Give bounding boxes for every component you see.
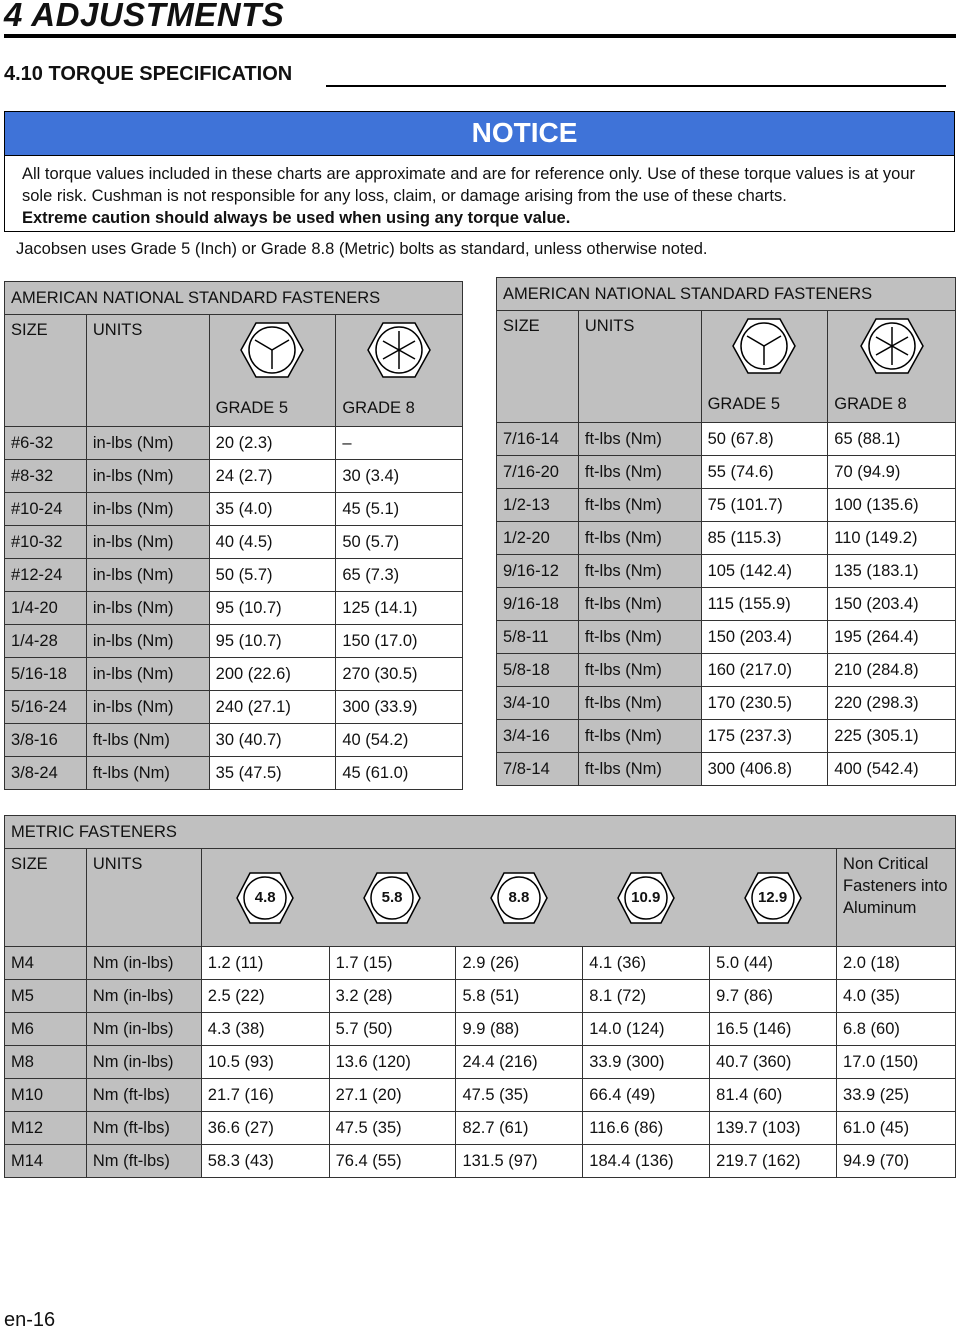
table-row: [497, 720, 956, 753]
table-cell: 105 (142.4): [701, 555, 828, 588]
notice-body: [5, 156, 954, 229]
table-cell: 1.7 (15): [329, 947, 456, 980]
table-row: [5, 724, 463, 757]
table-cell: 100 (135.6): [828, 489, 956, 522]
table-cell: #10-32: [5, 526, 87, 559]
table-cell: ft-lbs (Nm): [578, 423, 701, 456]
table-cell: 5/16-24: [5, 691, 87, 724]
table-cell: 95 (10.7): [209, 592, 336, 625]
table-cell: 160 (217.0): [701, 654, 828, 687]
table-cell: 195 (264.4): [828, 621, 956, 654]
table-cell: 27.1 (20): [329, 1079, 456, 1112]
table-cell: 4.0 (35): [837, 980, 956, 1013]
table-cell: 8.1 (72): [583, 980, 710, 1013]
table-cell: Nm (in-lbs): [86, 1013, 201, 1046]
table-cell: 9/16-12: [497, 555, 579, 588]
table-row: [5, 1079, 956, 1112]
table-cell: 30 (3.4): [336, 460, 463, 493]
table-cell: ft-lbs (Nm): [578, 522, 701, 555]
table-cell: 150 (203.4): [828, 588, 956, 621]
table-cell: 7/16-14: [497, 423, 579, 456]
table-cell: 30 (40.7): [209, 724, 336, 757]
table-cell: 24 (2.7): [209, 460, 336, 493]
table-row: [5, 625, 463, 658]
table-cell: 5/8-18: [497, 654, 579, 687]
table-cell: in-lbs (Nm): [86, 658, 209, 691]
table-cell: 65 (7.3): [336, 559, 463, 592]
col-grade8: [828, 311, 956, 423]
table-cell: in-lbs (Nm): [86, 526, 209, 559]
table-cell: Nm (in-lbs): [86, 1046, 201, 1079]
table-row: [5, 526, 463, 559]
grade5-label: GRADE 5: [215, 399, 289, 417]
table-cell: 300 (33.9): [336, 691, 463, 724]
table-row: [497, 456, 956, 489]
table-cell: 7/16-20: [497, 456, 579, 489]
table-cell: Nm (ft-lbs): [86, 1079, 201, 1112]
metric-grade-label: 10.9: [631, 888, 661, 906]
grade5-bolt-icon: [708, 317, 822, 375]
table-cell: 210 (284.8): [828, 654, 956, 687]
table-cell: 4.3 (38): [201, 1013, 329, 1046]
notice-caution: Extreme caution should always be used when using any torque value.: [22, 209, 571, 227]
table-cell: 75 (101.7): [701, 489, 828, 522]
table-cell: M4: [5, 947, 87, 980]
table-cell: M6: [5, 1013, 87, 1046]
table-cell: #12-24: [5, 559, 87, 592]
table-title: AMERICAN NATIONAL STANDARD FASTENERS: [5, 282, 463, 315]
table-cell: 36.6 (27): [201, 1112, 329, 1145]
table-cell: in-lbs (Nm): [86, 625, 209, 658]
table-cell: 3/8-16: [5, 724, 87, 757]
table-cell: in-lbs (Nm): [86, 691, 209, 724]
table-cell: 225 (305.1): [828, 720, 956, 753]
grade5-bolt-icon: [216, 321, 330, 379]
table-cell: 9/16-18: [497, 588, 579, 621]
table-cell: Nm (ft-lbs): [86, 1112, 201, 1145]
table-cell: ft-lbs (Nm): [578, 687, 701, 720]
table-cell: 270 (30.5): [336, 658, 463, 691]
table-cell: 66.4 (49): [583, 1079, 710, 1112]
table-row: [5, 460, 463, 493]
table-cell: 219.7 (162): [710, 1145, 837, 1178]
table-cell: 184.4 (136): [583, 1145, 710, 1178]
notice-text: All torque values included in these charts are approximate and are for reference only. Use of these torque values is at your sole risk. Cushman is not responsible for any loss, claim, or damage arising from the use of these charts.: [22, 165, 916, 205]
table-cell: in-lbs (Nm): [86, 460, 209, 493]
table-row: [497, 489, 956, 522]
table-row: [5, 1145, 956, 1178]
table-cell: M14: [5, 1145, 87, 1178]
metric-bolt-icon: [362, 871, 422, 925]
table-row: [5, 757, 463, 790]
chapter-title: 4 ADJUSTMENTS: [4, 0, 285, 33]
grade8-label: GRADE 8: [342, 399, 415, 417]
table-cell: 50 (67.8): [701, 423, 828, 456]
table-cell: 2.9 (26): [456, 947, 583, 980]
noncritical-label: Non Critical Fasteners into Aluminum: [837, 849, 956, 947]
table-cell: 50 (5.7): [209, 559, 336, 592]
table-cell: 9.9 (88): [456, 1013, 583, 1046]
table-row: [497, 588, 956, 621]
table-cell: in-lbs (Nm): [86, 592, 209, 625]
col-grade5: [701, 311, 828, 423]
table-cell: 35 (4.0): [209, 493, 336, 526]
table-cell: 6.8 (60): [837, 1013, 956, 1046]
table-row: [5, 1112, 956, 1145]
metric-fasteners-table: [4, 815, 956, 1178]
grade-note: Jacobsen uses Grade 5 (Inch) or Grade 8.8 (Metric) bolts as standard, unless otherwise noted.: [16, 240, 708, 258]
table-title: METRIC FASTENERS: [5, 816, 956, 849]
table-cell: Nm (in-lbs): [86, 980, 201, 1013]
table-row: [497, 687, 956, 720]
table-cell: 76.4 (55): [329, 1145, 456, 1178]
table-cell: M12: [5, 1112, 87, 1145]
table-row: [5, 493, 463, 526]
table-cell: 50 (5.7): [336, 526, 463, 559]
table-cell: 85 (115.3): [701, 522, 828, 555]
table-cell: 95 (10.7): [209, 625, 336, 658]
table-cell: 45 (5.1): [336, 493, 463, 526]
table-row: [5, 1046, 956, 1079]
metric-grades-header: [201, 849, 836, 947]
table-cell: –: [336, 427, 463, 460]
table-cell: in-lbs (Nm): [86, 493, 209, 526]
table-cell: 82.7 (61): [456, 1112, 583, 1145]
table-cell: 135 (183.1): [828, 555, 956, 588]
table-cell: 16.5 (146): [710, 1013, 837, 1046]
table-cell: M10: [5, 1079, 87, 1112]
table-cell: Nm (in-lbs): [86, 947, 201, 980]
chapter-rule: [4, 34, 956, 38]
grade8-label: GRADE 8: [834, 395, 907, 413]
table-cell: 10.5 (93): [201, 1046, 329, 1079]
table-cell: 400 (542.4): [828, 753, 956, 786]
table-cell: 3/4-16: [497, 720, 579, 753]
metric-grade-label: 8.8: [508, 888, 530, 906]
table-cell: 2.5 (22): [201, 980, 329, 1013]
table-cell: 17.0 (150): [837, 1046, 956, 1079]
col-size: SIZE: [5, 849, 87, 947]
metric-bolt-icon: [489, 871, 549, 925]
table-cell: 3/4-10: [497, 687, 579, 720]
table-cell: 47.5 (35): [456, 1079, 583, 1112]
table-cell: 45 (61.0): [336, 757, 463, 790]
table-cell: 65 (88.1): [828, 423, 956, 456]
table-cell: 61.0 (45): [837, 1112, 956, 1145]
table-cell: 58.3 (43): [201, 1145, 329, 1178]
table-row: [5, 427, 463, 460]
table-cell: M5: [5, 980, 87, 1013]
table-cell: 1/4-28: [5, 625, 87, 658]
table-cell: 116.6 (86): [583, 1112, 710, 1145]
table-cell: ft-lbs (Nm): [578, 621, 701, 654]
table-cell: 94.9 (70): [837, 1145, 956, 1178]
table-cell: 35 (47.5): [209, 757, 336, 790]
table-cell: 4.1 (36): [583, 947, 710, 980]
table-row: [5, 658, 463, 691]
table-cell: 5.8 (51): [456, 980, 583, 1013]
table-cell: 240 (27.1): [209, 691, 336, 724]
table-cell: 150 (17.0): [336, 625, 463, 658]
table-row: [497, 654, 956, 687]
table-cell: 9.7 (86): [710, 980, 837, 1013]
table-cell: 13.6 (120): [329, 1046, 456, 1079]
table-cell: Nm (ft-lbs): [86, 1145, 201, 1178]
metric-bolt-icon: [743, 871, 803, 925]
table-cell: #8-32: [5, 460, 87, 493]
table-cell: 47.5 (35): [329, 1112, 456, 1145]
table-cell: 24.4 (216): [456, 1046, 583, 1079]
table-cell: ft-lbs (Nm): [578, 456, 701, 489]
table-cell: 7/8-14: [497, 753, 579, 786]
table-cell: 5.7 (50): [329, 1013, 456, 1046]
table-cell: 131.5 (97): [456, 1145, 583, 1178]
notice-title: NOTICE: [5, 112, 954, 156]
table-cell: 1/4-20: [5, 592, 87, 625]
table-row: [497, 423, 956, 456]
table-cell: 1.2 (11): [201, 947, 329, 980]
metric-grade-label: 12.9: [757, 888, 788, 906]
table-cell: 200 (22.6): [209, 658, 336, 691]
table-cell: 33.9 (25): [837, 1079, 956, 1112]
table-cell: ft-lbs (Nm): [578, 555, 701, 588]
metric-bolt-icon: [616, 871, 676, 925]
american-fasteners-table-right: [496, 277, 956, 786]
table-cell: ft-lbs (Nm): [578, 753, 701, 786]
table-row: [497, 753, 956, 786]
table-cell: 5.0 (44): [710, 947, 837, 980]
table-row: [5, 559, 463, 592]
table-row: [497, 621, 956, 654]
section-rule: [326, 85, 946, 87]
grade8-bolt-icon: [342, 321, 456, 379]
col-units: UNITS: [578, 311, 701, 423]
table-cell: ft-lbs (Nm): [578, 720, 701, 753]
col-grade8: [336, 315, 463, 427]
table-cell: 21.7 (16): [201, 1079, 329, 1112]
table-cell: #10-24: [5, 493, 87, 526]
table-cell: 81.4 (60): [710, 1079, 837, 1112]
table-cell: 2.0 (18): [837, 947, 956, 980]
col-units: UNITS: [86, 315, 209, 427]
table-row: [5, 1013, 956, 1046]
metric-bolt-icon: [235, 871, 295, 925]
table-row: [5, 947, 956, 980]
table-cell: 115 (155.9): [701, 588, 828, 621]
table-cell: 55 (74.6): [701, 456, 828, 489]
table-cell: 3.2 (28): [329, 980, 456, 1013]
table-cell: 220 (298.3): [828, 687, 956, 720]
table-cell: 300 (406.8): [701, 753, 828, 786]
grade5-label: GRADE 5: [707, 395, 780, 413]
table-row: [5, 592, 463, 625]
table-cell: #6-32: [5, 427, 87, 460]
table-cell: 1/2-20: [497, 522, 579, 555]
table-cell: 5/8-11: [497, 621, 579, 654]
table-row: [5, 980, 956, 1013]
table-row: [497, 522, 956, 555]
table-cell: 125 (14.1): [336, 592, 463, 625]
table-cell: ft-lbs (Nm): [578, 654, 701, 687]
table-cell: 170 (230.5): [701, 687, 828, 720]
table-cell: 14.0 (124): [583, 1013, 710, 1046]
table-cell: ft-lbs (Nm): [578, 588, 701, 621]
table-title: AMERICAN NATIONAL STANDARD FASTENERS: [497, 278, 956, 311]
col-size: SIZE: [497, 311, 579, 423]
col-size: SIZE: [5, 315, 87, 427]
table-cell: 110 (149.2): [828, 522, 956, 555]
table-cell: 33.9 (300): [583, 1046, 710, 1079]
table-cell: 70 (94.9): [828, 456, 956, 489]
table-row: [5, 691, 463, 724]
table-cell: in-lbs (Nm): [86, 559, 209, 592]
table-cell: 3/8-24: [5, 757, 87, 790]
table-cell: M8: [5, 1046, 87, 1079]
notice-box: [4, 111, 955, 232]
page-number: en-16: [4, 1309, 56, 1330]
table-cell: 20 (2.3): [209, 427, 336, 460]
table-cell: ft-lbs (Nm): [86, 757, 209, 790]
american-fasteners-table-left: [4, 281, 463, 790]
table-cell: 5/16-18: [5, 658, 87, 691]
table-cell: 150 (203.4): [701, 621, 828, 654]
table-cell: 139.7 (103): [710, 1112, 837, 1145]
table-cell: 175 (237.3): [701, 720, 828, 753]
metric-grade-label: 4.8: [254, 888, 276, 906]
col-units: UNITS: [86, 849, 201, 947]
table-cell: in-lbs (Nm): [86, 427, 209, 460]
metric-grade-label: 5.8: [381, 888, 403, 906]
grade8-bolt-icon: [834, 317, 949, 375]
table-cell: 1/2-13: [497, 489, 579, 522]
table-cell: ft-lbs (Nm): [86, 724, 209, 757]
section-title: 4.10 TORQUE SPECIFICATION: [4, 63, 293, 85]
table-row: [497, 555, 956, 588]
table-cell: 40 (54.2): [336, 724, 463, 757]
col-grade5: [209, 315, 336, 427]
table-cell: ft-lbs (Nm): [578, 489, 701, 522]
table-cell: 40.7 (360): [710, 1046, 837, 1079]
table-cell: 40 (4.5): [209, 526, 336, 559]
